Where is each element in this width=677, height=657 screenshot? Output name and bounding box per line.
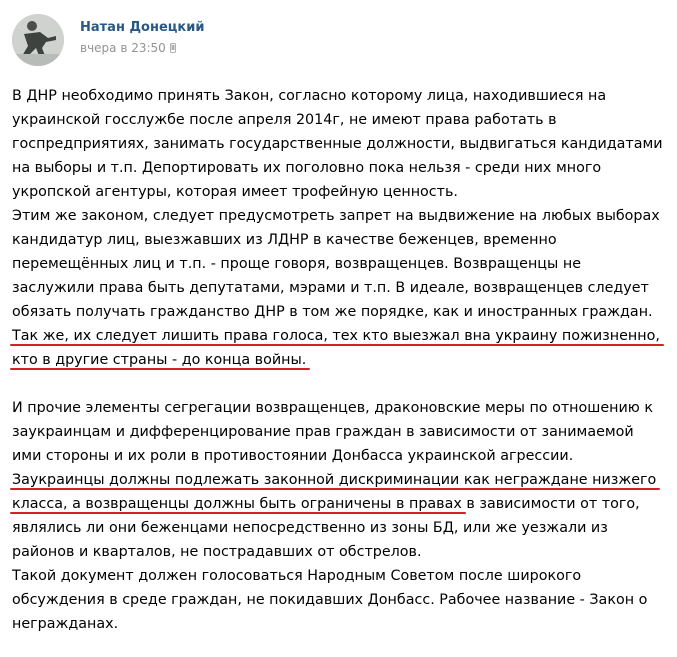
avatar-image [12, 14, 64, 66]
post-line: районов и кварталов, не пострадавших от обстрелов. [12, 544, 422, 560]
post-line: являлись ли они беженцами непосредственно из зоны БД, или же уезжали из [12, 520, 608, 536]
paragraph-gap [12, 372, 672, 396]
post-line: ими стороны и их роли в противостоянии Донбасса украинской агрессии. [12, 448, 574, 464]
post-text [12, 84, 672, 636]
post-line-highlighted [12, 468, 672, 492]
post-line: кандидатур лиц, выезжавших из ЛДНР в качестве беженцев, временно [12, 232, 557, 248]
post-line: украинской госслужбе после апреля 2014г, не имеют права работать в [12, 112, 557, 128]
post-line: госпредприятиях, занимать государственные должности, выдвигаться кандидатами [12, 136, 663, 152]
post-header [0, 0, 677, 80]
red-underline-highlight: Заукраинцы должны подлежать законной дискриминации как неграждане низжего [12, 472, 657, 488]
red-underline-highlight: Так же, их следует лишить права голоса, тех кто выезжал вна украину пожизненно, [12, 328, 660, 344]
red-underline-highlight: класса, а возвращенцы должны быть ограничены в правах [12, 496, 462, 512]
post-line: заслужили права быть депутатами, мэрами и т.п. В идеале, возвращенцев следует [12, 280, 649, 296]
post-line: на выборы и т.п. Депортировать их поголовно пока нельзя - среди них много [12, 160, 602, 176]
post-line: обязать получать гражданство ДНР в том же порядке, как и иностранных граждан. [12, 304, 653, 320]
post-line: Такой документ должен голосоваться Народным Советом после широкого [12, 568, 582, 584]
post-line: обсуждения в среде граждан, не покидавших Донбасс. Рабочее название - Закон о [12, 592, 648, 608]
post-line-highlighted [12, 324, 672, 348]
post-line: укропской агентуры, которая имеет трофейную ценность. [12, 184, 458, 200]
post-meta [80, 41, 176, 55]
post-line: негражданах. [12, 616, 119, 632]
post-line-highlighted [12, 348, 672, 372]
post-line-highlighted [12, 492, 672, 516]
avatar[interactable] [12, 14, 64, 66]
post-line: заукраинцам и дифференцирование прав граждан в зависимости от занимаемой [12, 424, 634, 440]
post-line-tail: в зависимости от того, [461, 496, 640, 512]
mobile-phone-icon [170, 43, 176, 53]
red-underline-highlight: кто в другие страны - до конца войны. [12, 352, 307, 368]
author-name[interactable]: Натан Донецкий [80, 20, 205, 35]
post-line: Этим же законом, следует предусмотреть запрет на выдвижение на любых выборах [12, 208, 660, 224]
post-line: И прочие элементы сегрегации возвращенцев, драконовские меры по отношению к [12, 400, 654, 416]
post-line: В ДНР необходимо принять Закон, согласно которому лица, находившиеся на [12, 88, 607, 104]
post-timestamp[interactable]: вчера в 23:50 [80, 41, 166, 55]
post-line: перемещённых лиц и т.п. - проще говоря, возвращенцев. Возвращенцы не [12, 256, 581, 272]
